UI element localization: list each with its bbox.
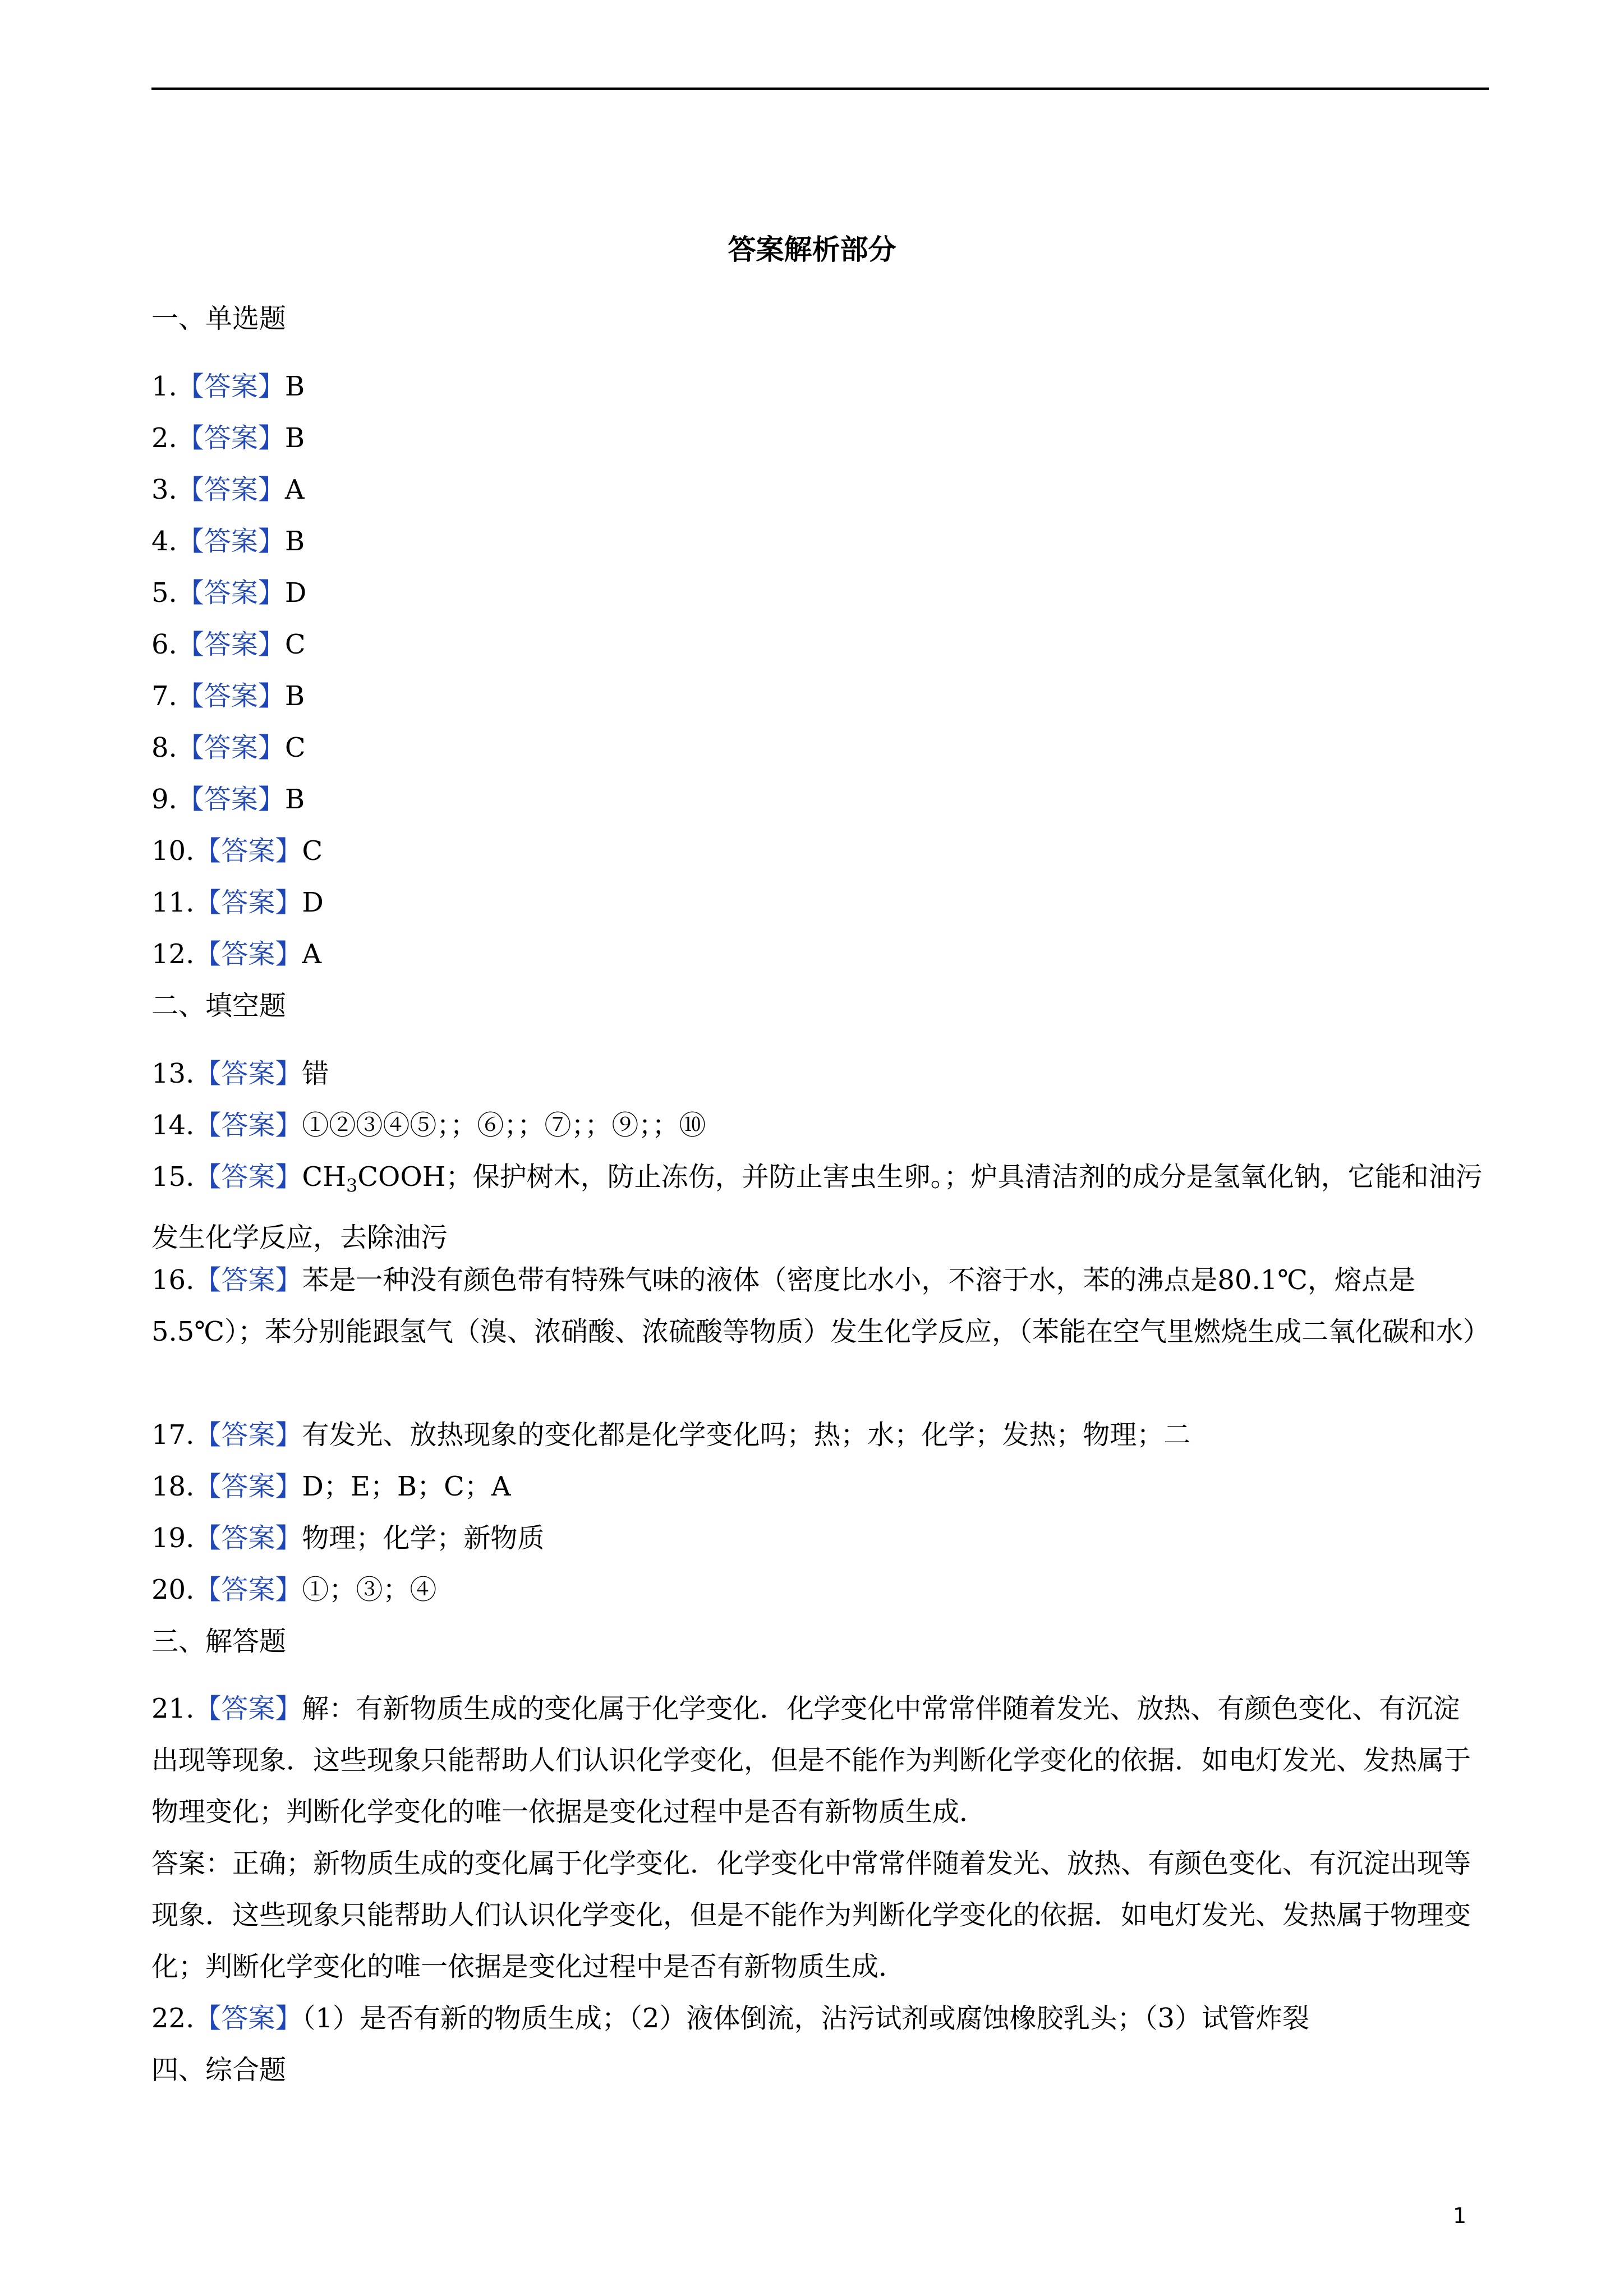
answer-text: D (284, 577, 307, 609)
item-number: 9. (151, 784, 177, 815)
page-title: 答案解析部分 (728, 233, 896, 266)
answer-item-19 (151, 1512, 1487, 1564)
answer-tag: 【答案】 (194, 1161, 302, 1193)
item-number: 1. (151, 371, 177, 402)
item-number: 12. (151, 938, 195, 970)
answer-item-11 (151, 877, 1487, 928)
answer-item-14 (151, 1099, 1487, 1151)
answer-text: B (284, 371, 305, 402)
answer-text: COOH；保护树木，防止冻伤，并防止害虫生卵。；炉具清洁剂的成分是氢氧化钠，它能和油污发生化学反应，去除油污 (151, 1161, 1483, 1253)
answer-text: C (284, 732, 306, 763)
answer-text: 错 (302, 1058, 329, 1089)
item-number: 4. (151, 526, 177, 557)
answer-tag: 【答案】 (177, 371, 285, 402)
answer-tag: 【答案】 (194, 1574, 302, 1605)
item-number: 19. (151, 1522, 195, 1554)
item-number: 15. (151, 1161, 195, 1193)
header-rule (151, 88, 1489, 90)
answer-text: ①；③；④ (302, 1574, 437, 1605)
section-heading-fill-blank: 二、填空题 (151, 990, 287, 1022)
answer-item-5 (151, 567, 1487, 619)
answer-item-4 (151, 516, 1487, 567)
answer-text: 有发光、放热现象的变化都是化学变化吗；热；水；化学；发热；物理；二 (302, 1419, 1191, 1451)
answer-item-17 (151, 1409, 1487, 1461)
answer-item-6 (151, 619, 1487, 670)
item-number: 2. (151, 422, 177, 454)
answer-item-3 (151, 464, 1487, 516)
answer-tag: 【答案】 (194, 1264, 302, 1296)
answer-tag: 【答案】 (194, 2003, 302, 2034)
item-number: 8. (151, 732, 177, 763)
answer-tag: 【答案】 (177, 732, 285, 763)
answer-tag: 【答案】 (194, 835, 302, 867)
answer-item-21-followup: 答案：正确；新物质生成的变化属于化学变化．化学变化中常常伴随着发光、放热、有颜色变化、有沉淀出现等现象．这些现象只能帮助人们认识化学变化，但是不能作为判断化学变化的依据．如电灯发光、发热属于物理变化；判断化学变化的唯一依据是变化过程中是否有新物质生成． (151, 1848, 1471, 1982)
answer-item-20 (151, 1564, 1487, 1616)
section-heading-short-answer: 三、解答题 (151, 1626, 287, 1657)
answer-item-1 (151, 361, 1487, 412)
item-number: 6. (151, 629, 177, 660)
answer-item-12 (151, 928, 1487, 980)
answer-formula-prefix: CH (302, 1161, 346, 1193)
answer-formula-subscript: 3 (346, 1175, 358, 1197)
answer-item-2 (151, 412, 1487, 464)
item-number: 18. (151, 1471, 195, 1502)
answer-text: B (284, 526, 305, 557)
answer-tag: 【答案】 (177, 526, 285, 557)
item-number: 17. (151, 1419, 195, 1451)
answer-tag: 【答案】 (194, 1058, 302, 1089)
answer-text: 物理；化学；新物质 (302, 1522, 545, 1554)
section-heading-comprehensive: 四、综合题 (151, 2054, 287, 2086)
answer-item-21 (151, 1683, 1487, 1838)
section-heading-single-choice: 一、单选题 (151, 303, 287, 334)
answer-text: B (284, 784, 305, 815)
answer-tag: 【答案】 (194, 1110, 302, 1141)
answer-item-7 (151, 670, 1487, 722)
item-number: 22. (151, 2003, 195, 2034)
item-number: 11. (151, 887, 195, 918)
item-number: 3. (151, 474, 177, 505)
answer-text: 苯是一种没有颜色带有特殊气味的液体（密度比水小，不溶于水，苯的沸点是80.1℃，熔点是5.5℃）；苯分别能跟氢气（溴、浓硝酸、浓硫酸等物质）发生化学反应，（苯能在空气里燃烧生成二氧化碳和水） (151, 1264, 1490, 1347)
item-number: 7. (151, 680, 177, 712)
answer-item-13 (151, 1048, 1487, 1099)
answer-item-15 (151, 1151, 1487, 1263)
answer-text: C (302, 835, 323, 867)
answer-item-16 (151, 1254, 1490, 1358)
item-number: 21. (151, 1693, 195, 1724)
answer-text: ①②③④⑤；；⑥；；⑦；；⑨；；⑩ (302, 1110, 706, 1141)
answer-text: B (284, 680, 305, 712)
answer-text: 解：有新物质生成的变化属于化学变化．化学变化中常常伴随着发光、放热、有颜色变化、有沉淀出现等现象．这些现象只能帮助人们认识化学变化，但是不能作为判断化学变化的依据．如电灯发光、发热属于物理变化；判断化学变化的唯一依据是变化过程中是否有新物质生成． (151, 1693, 1471, 1828)
answer-text: A (284, 474, 305, 505)
answer-item-22 (151, 1993, 1487, 2044)
answer-text: B (284, 422, 305, 454)
item-number: 10. (151, 835, 195, 867)
item-number: 16. (151, 1264, 195, 1296)
item-number: 5. (151, 577, 177, 609)
item-number: 14. (151, 1110, 195, 1141)
answer-tag: 【答案】 (177, 680, 285, 712)
answer-item-18 (151, 1461, 1487, 1512)
answer-text: A (302, 938, 322, 970)
answer-tag: 【答案】 (177, 577, 285, 609)
answer-text: C (284, 629, 306, 660)
answer-item-9 (151, 774, 1487, 825)
answer-tag: 【答案】 (194, 1693, 302, 1724)
answer-tag: 【答案】 (177, 422, 285, 454)
item-number: 13. (151, 1058, 195, 1089)
answer-tag: 【答案】 (177, 629, 285, 660)
answer-item-8 (151, 722, 1487, 774)
answer-tag: 【答案】 (177, 474, 285, 505)
answer-tag: 【答案】 (194, 938, 302, 970)
answer-tag: 【答案】 (194, 1471, 302, 1502)
answer-tag: 【答案】 (194, 1522, 302, 1554)
answer-text: D；E；B；C；A (302, 1471, 511, 1502)
item-number: 20. (151, 1574, 195, 1605)
answer-text: （1）是否有新的物质生成；（2）液体倒流，沾污试剂或腐蚀橡胶乳头；（3）试管炸裂 (302, 2003, 1309, 2034)
answer-text: D (302, 887, 324, 918)
answer-tag: 【答案】 (177, 784, 285, 815)
page-number: 1 (1453, 2203, 1467, 2228)
answer-tag: 【答案】 (194, 1419, 302, 1451)
answer-item-10 (151, 825, 1487, 877)
answer-tag: 【答案】 (194, 887, 302, 918)
